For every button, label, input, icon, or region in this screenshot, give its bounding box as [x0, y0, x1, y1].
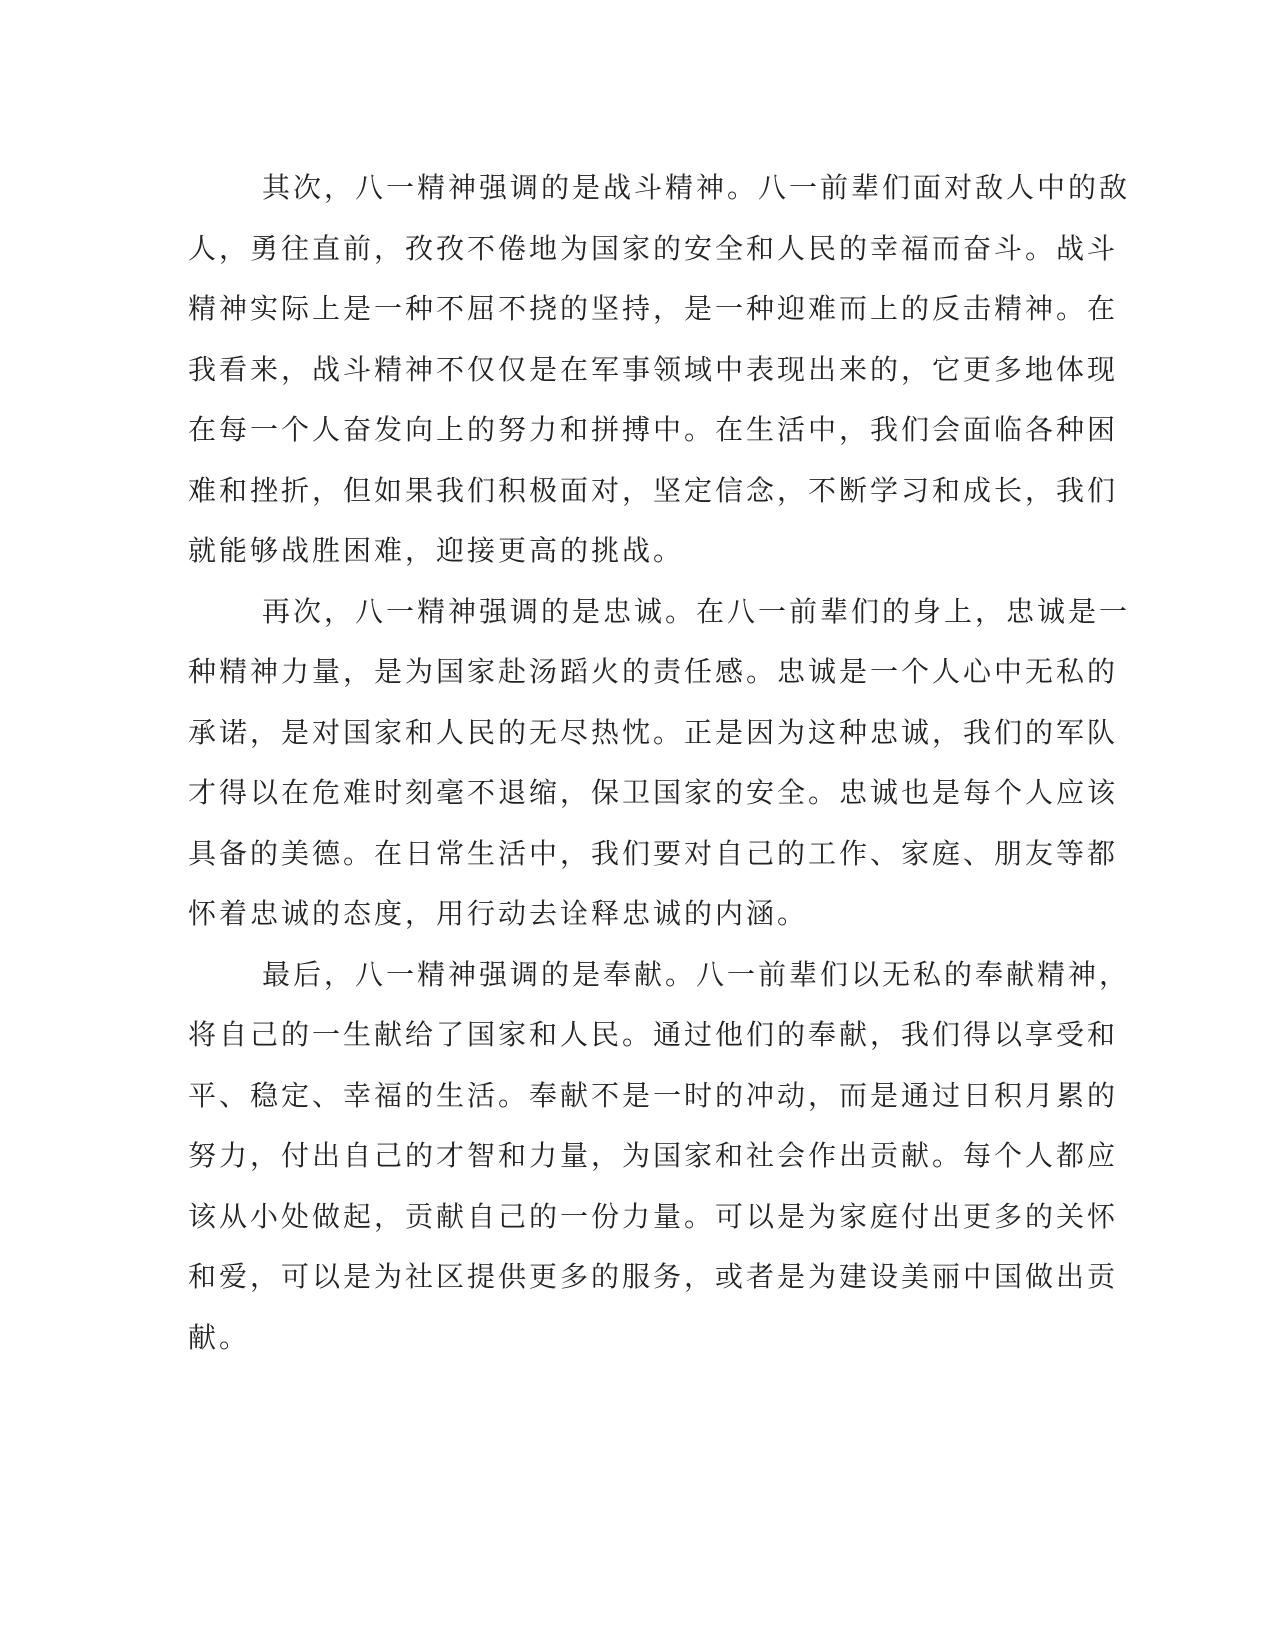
- text-line: 该从小处做起，贡献自己的一份力量。可以是为家庭付出更多的关怀: [188, 1199, 1119, 1233]
- text-line: 人，勇往直前，孜孜不倦地为国家的安全和人民的幸福而奋斗。战斗: [188, 231, 1119, 265]
- text-line: 平、稳定、幸福的生活。奉献不是一时的冲动，而是通过日积月累的: [188, 1078, 1119, 1112]
- text-line: 其次，八一精神强调的是战斗精神。八一前辈们面对敌人中的敌: [262, 171, 1131, 204]
- paragraph-fighting-spirit: [188, 158, 1131, 582]
- text-line: 难和挫折，但如果我们积极面对，坚定信念，不断学习和成长，我们: [188, 473, 1119, 507]
- text-line: 才得以在危难时刻毫不退缩，保卫国家的安全。忠诚也是每个人应该: [188, 776, 1119, 809]
- text-line: 精神实际上是一种不屈不挠的坚持，是一种迎难而上的反击精神。在: [188, 292, 1119, 325]
- text-line: 在每一个人奋发向上的努力和拼搏中。在生活中，我们会面临各种困: [188, 413, 1119, 446]
- text-line: 就能够战胜困难，迎接更高的挑战。: [188, 534, 685, 567]
- text-line: 我看来，战斗精神不仅仅是在军事领域中表现出来的，它更多地体现: [188, 352, 1119, 386]
- text-line: 和爱，可以是为社区提供更多的服务，或者是为建设美丽中国做出贡: [188, 1260, 1119, 1293]
- text-line: 再次，八一精神强调的是忠诚。在八一前辈们的身上，忠诚是一: [262, 594, 1131, 628]
- text-line: 献。: [188, 1320, 251, 1354]
- paragraph-dedication: [188, 945, 1131, 1369]
- text-line: 怀着忠诚的态度，用行动去诠释忠诚的内涵。: [188, 897, 809, 930]
- paragraph-loyalty: [188, 582, 1131, 945]
- text-line: 将自己的一生献给了国家和人民。通过他们的奉献，我们得以享受和: [188, 1018, 1119, 1051]
- text-line: 种精神力量，是为国家赴汤蹈火的责任感。忠诚是一个人心中无私的: [188, 655, 1119, 688]
- text-line: 最后，八一精神强调的是奉献。八一前辈们以无私的奉献精神，: [262, 957, 1131, 991]
- text-line: 承诺，是对国家和人民的无尽热忱。正是因为这种忠诚，我们的军队: [188, 715, 1119, 749]
- text-line: 努力，付出自己的才智和力量，为国家和社会作出贡献。每个人都应: [188, 1139, 1119, 1172]
- text-line: 具备的美德。在日常生活中，我们要对自己的工作、家庭、朋友等都: [188, 836, 1119, 870]
- document-body: [188, 158, 1131, 1368]
